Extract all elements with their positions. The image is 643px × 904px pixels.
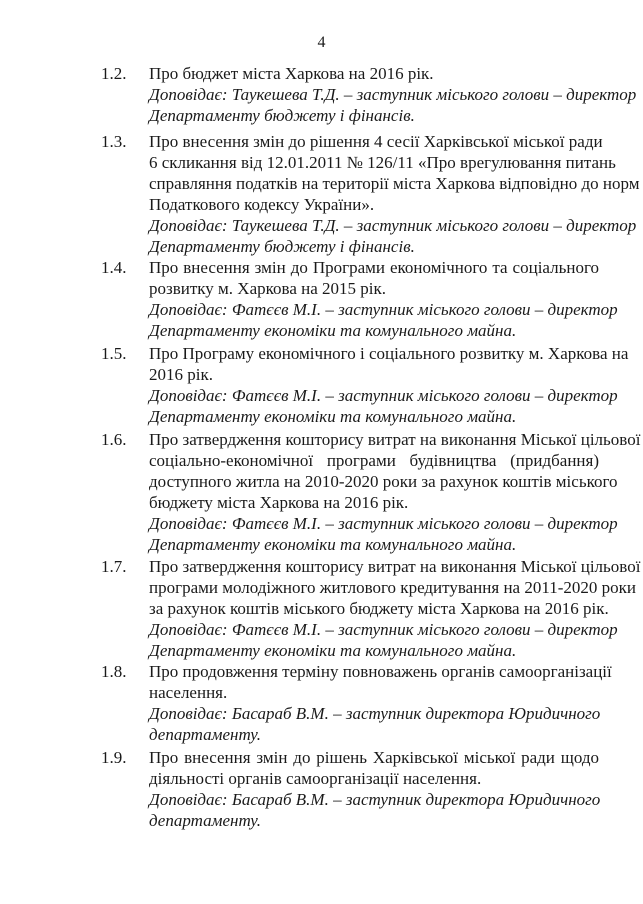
item-title-line: діяльності органів самоорганізації населення. xyxy=(149,769,482,788)
item-title-line: населення. xyxy=(149,683,228,702)
item-text xyxy=(149,63,637,126)
item-number: 1.2. xyxy=(101,64,127,83)
item-text xyxy=(149,556,641,661)
item-title-line: 6 скликання від 12.01.2011 № 126/11 «Про врегулювання питань xyxy=(149,153,616,172)
speaker-line: Доповідає: Басараб В.М. – заступник директора Юридичного xyxy=(149,704,601,723)
item-title-line: 2016 рік. xyxy=(149,365,213,384)
speaker-line: Департаменту бюджету і фінансів. xyxy=(149,237,415,256)
item-title-line: Про внесення змін до Програми економічного та соціального xyxy=(149,258,599,277)
speaker-line: Доповідає: Басараб В.М. – заступник директора Юридичного xyxy=(149,790,601,809)
speaker-line: Доповідає: Фатєєв М.І. – заступник міського голови – директор xyxy=(149,620,618,639)
item-number: 1.3. xyxy=(101,132,127,151)
item-title-line: Про Програму економічного і соціального розвитку м. Харкова на xyxy=(149,344,629,363)
item-text xyxy=(149,747,599,831)
page-number: 4 xyxy=(317,34,326,51)
item-number: 1.9. xyxy=(101,748,127,767)
item-number: 1.6. xyxy=(101,430,127,449)
item-text xyxy=(149,257,618,341)
item-number: 1.5. xyxy=(101,344,127,363)
item-title-line: розвитку м. Харкова на 2015 рік. xyxy=(149,279,386,298)
speaker-line: Доповідає: Таукешева Т.Д. – заступник міського голови – директор xyxy=(149,85,637,104)
item-title-line: Про затвердження кошторису витрат на виконання Міської цільової xyxy=(149,557,641,576)
item-title-line: Про бюджет міста Харкова на 2016 рік. xyxy=(149,64,434,83)
item-title-line: бюджету міста Харкова на 2016 рік. xyxy=(149,493,409,512)
speaker-line: Доповідає: Фатєєв М.І. – заступник міського голови – директор xyxy=(149,386,618,405)
speaker-line: Департаменту бюджету і фінансів. xyxy=(149,106,415,125)
item-title-line: справляння податків на території міста Харкова відповідно до норм xyxy=(149,174,640,193)
speaker-line: Доповідає: Таукешева Т.Д. – заступник міського голови – директор xyxy=(149,216,637,235)
speaker-line: Департаменту економіки та комунального майна. xyxy=(149,321,517,340)
item-title-line: Про внесення змін до рішення 4 сесії Харківської міської ради xyxy=(149,132,603,151)
item-title-line: за рахунок коштів міського бюджету міста Харкова на 2016 рік. xyxy=(149,599,609,618)
speaker-line: Департаменту економіки та комунального майна. xyxy=(149,535,517,554)
item-number: 1.4. xyxy=(101,258,127,277)
item-text xyxy=(149,429,641,555)
item-number: 1.7. xyxy=(101,557,127,576)
item-text xyxy=(149,343,629,427)
speaker-line: Департаменту економіки та комунального майна. xyxy=(149,641,517,660)
speaker-line: Доповідає: Фатєєв М.І. – заступник міського голови – директор xyxy=(149,514,618,533)
item-title-line: соціально-економічної програми будівництва (придбання) xyxy=(149,451,599,470)
item-number: 1.8. xyxy=(101,662,127,681)
item-title-line: Про внесення змін до рішень Харківської міської ради щодо xyxy=(149,748,599,767)
item-text xyxy=(149,131,640,257)
item-title-line: Податкового кодексу України». xyxy=(149,195,375,214)
item-title-line: Про продовження терміну повноважень органів самоорганізації xyxy=(149,662,612,681)
item-text xyxy=(149,661,612,745)
speaker-line: Доповідає: Фатєєв М.І. – заступник міського голови – директор xyxy=(149,300,618,319)
item-title-line: Про затвердження кошторису витрат на виконання Міської цільової xyxy=(149,430,641,449)
item-title-line: програми молодіжного житлового кредитування на 2011-2020 роки xyxy=(149,578,636,597)
speaker-line: департаменту. xyxy=(149,725,262,744)
speaker-line: департаменту. xyxy=(149,811,262,830)
item-title-line: доступного житла на 2010-2020 роки за рахунок коштів міського xyxy=(149,472,618,491)
speaker-line: Департаменту економіки та комунального майна. xyxy=(149,407,517,426)
